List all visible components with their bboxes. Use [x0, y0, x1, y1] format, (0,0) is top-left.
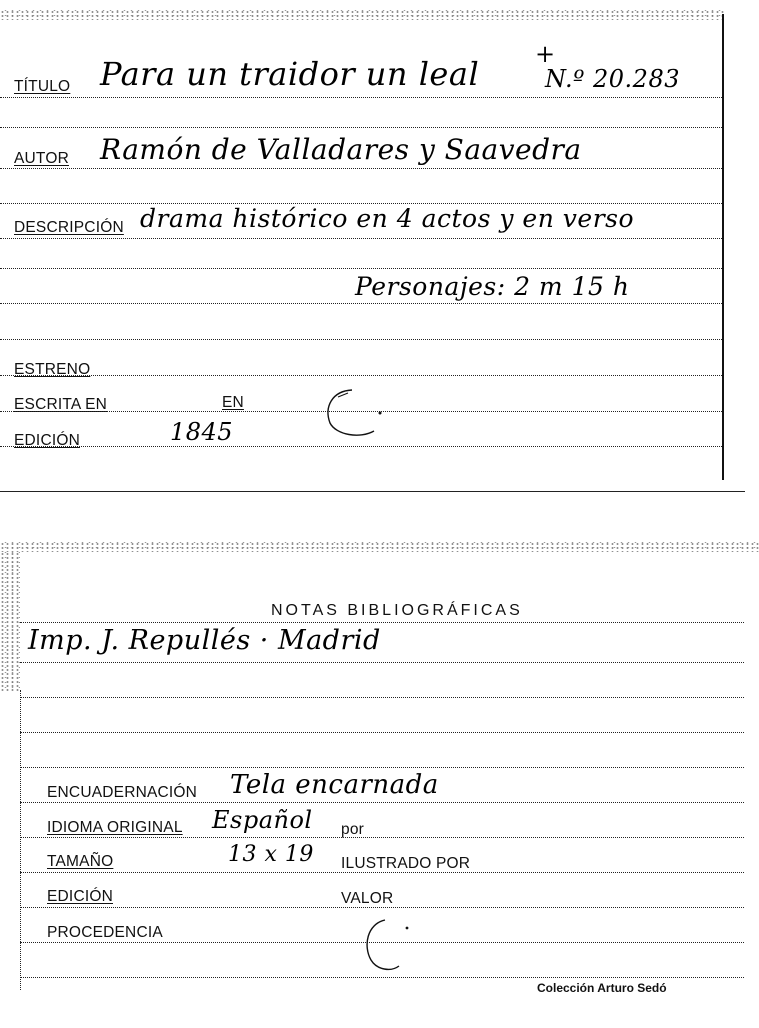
collection-credit: Colección Arturo Sedó — [537, 981, 667, 995]
card-left-border — [20, 690, 21, 990]
estreno-label: ESTRENO — [14, 361, 91, 378]
titulo-value: Para un traidor un leal — [100, 55, 480, 93]
estreno-line — [0, 375, 722, 376]
en-label: EN — [222, 394, 244, 411]
notes-value: Imp. J. Repullés · Madrid — [28, 625, 381, 656]
card-bottom-border — [0, 491, 745, 492]
personajes-value: Personajes: 2 m 15 h — [355, 272, 630, 301]
autor-value: Ramón de Valladares y Saavedra — [100, 133, 582, 166]
encuadernacion-label: ENCUADERNACIÓN — [47, 784, 198, 801]
encuadernacion-line — [20, 802, 744, 803]
card-right-border — [722, 14, 724, 480]
cross-mark: + — [535, 40, 556, 68]
rule-line — [20, 697, 744, 698]
edicion2-line — [20, 907, 744, 908]
valor-label: VALOR — [341, 890, 394, 907]
autor-line — [0, 168, 722, 169]
tamano-line — [20, 872, 744, 873]
rule-line — [20, 622, 744, 623]
punch-hole-mark — [318, 385, 388, 445]
titulo-label: TÍTULO — [14, 78, 71, 95]
por-label: por — [341, 821, 365, 838]
rule-line — [20, 732, 744, 733]
card-top-edge — [0, 542, 759, 552]
titulo-line — [0, 97, 722, 98]
descripcion-value: drama histórico en 4 actos y en verso — [140, 204, 635, 233]
notas-heading: NOTAS BIBLIOGRÁFICAS — [271, 602, 523, 619]
descripcion-line — [0, 238, 722, 239]
rule-line — [0, 127, 722, 128]
autor-label: AUTOR — [14, 150, 69, 167]
rule-line — [0, 303, 722, 304]
rule-line — [20, 662, 744, 663]
card-left-edge — [0, 552, 20, 692]
punch-hole-mark — [355, 912, 425, 976]
escrita-en-label: ESCRITA EN — [14, 396, 108, 413]
descripcion-label: DESCRIPCIÓN — [14, 219, 124, 236]
edicion2-label: EDICIÓN — [47, 888, 113, 905]
idioma-line — [20, 837, 744, 838]
edicion-value: 1845 — [170, 418, 234, 446]
edicion-label: EDICIÓN — [14, 432, 80, 449]
edicion-line — [0, 446, 722, 447]
rule-line — [0, 268, 722, 269]
rule-line — [0, 339, 722, 340]
ilustrado-label: ILUSTRADO POR — [341, 855, 471, 872]
procedencia-label: PROCEDENCIA — [47, 924, 163, 941]
rule-line — [20, 977, 744, 978]
encuadernacion-value: Tela encarnada — [230, 770, 439, 800]
card-top-edge — [0, 10, 724, 20]
idioma-label: IDIOMA ORIGINAL — [47, 819, 183, 836]
tamano-value: 13 x 19 — [228, 842, 314, 867]
tamano-label: TAMAÑO — [47, 853, 114, 870]
rule-line — [20, 767, 744, 768]
registry-number: N.º 20.283 — [545, 65, 680, 93]
idioma-value: Español — [212, 806, 313, 834]
